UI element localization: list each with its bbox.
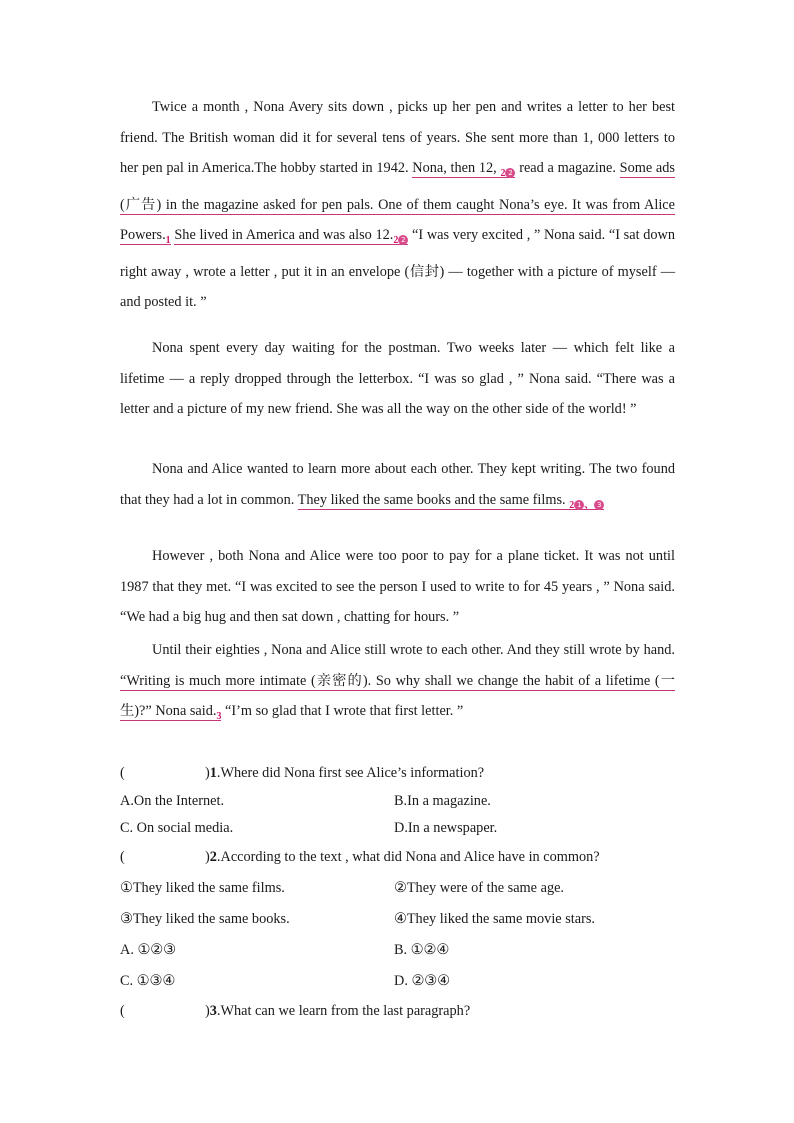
answer-circle: 2	[398, 235, 408, 245]
question-3: ( )3.What can we learn from the last paragraph?	[120, 1003, 471, 1019]
answer-blank[interactable]: (	[120, 1003, 125, 1019]
passage-paragraph-5: Until their eighties , Nona and Alice still wrote to each other. And they still wrote by hand. “Writing is much more intimate (亲密的). So why shall we change the habit of a lifetime (一生)?” Nona $said._3$ “I’m so glad that I wrote that first letter. ”	[120, 642, 675, 722]
answer-blank[interactable]: (	[120, 849, 125, 865]
answer-marker: 2	[393, 235, 399, 246]
question-2: ( )2.According to the text , what did Nona and Alice have in common?	[120, 849, 600, 865]
statement-4: ④They liked the same movie stars.	[394, 911, 596, 927]
p1-text-1: Twice a month , Nona Avery sits down , picks up her pen and writes a letter to her best friend. The British woman did it for several tens of years. She sent more than 1, 000 letters to her pen pal in America.The hobby started in 1942.	[120, 99, 675, 176]
statement-3: ③They liked the same books.	[120, 911, 290, 927]
option-b[interactable]: B.In a magazine.	[394, 793, 491, 809]
option-a[interactable]: A. ①②③	[120, 942, 176, 958]
option-c[interactable]: C. ①③④	[120, 973, 176, 989]
passage-paragraph-3: Nona and Alice wanted to learn more about each other. They kept writing. The two found that they had a lot in common. They liked the same books and the same films. $_2$ 1 $_、$ 3	[120, 461, 675, 511]
option-c[interactable]: C. On social media.	[120, 820, 234, 836]
answer-marker: 3	[216, 711, 222, 722]
p1-highlight-3: She lived in America and was also $12._2$ 2	[174, 227, 408, 245]
p1-text-3: “I was very excited , ” Nona said. “I sat down right away , wrote a letter , put it in an envelope (信封) — together with a picture of myself — and posted it. ”	[120, 227, 675, 310]
statement-1: ①They liked the same films.	[120, 880, 285, 896]
answer-marker: 2	[500, 168, 506, 179]
p1-text-2: read a magazine.	[515, 160, 620, 176]
question-number: 3	[209, 1003, 217, 1019]
answer-blank[interactable]: (	[120, 765, 125, 781]
answer-circle: 2	[505, 168, 515, 178]
question-text: .Where did Nona first see Alice’s information?	[216, 765, 485, 781]
option-b[interactable]: B. ①②④	[394, 942, 450, 958]
passage-paragraph-2: Nona spent every day waiting for the postman. Two weeks later — which felt like a lifetime — a reply dropped through the letterbox. “I was so glad , ” Nona said. “There was a letter and a picture of my new friend. She was all the way on the other side of the world! ”	[120, 340, 675, 417]
question-1: ( )1.Where did Nona first see Alice’s information?	[120, 765, 485, 781]
p1-highlight-2: Some ads (广告) in the magazine asked for pen pals. One of them caught Nona’s eye. It was from Alice $Powers._1$	[120, 160, 675, 246]
answer-circle: 1	[574, 500, 584, 510]
question-text: .What can we learn from the last paragraph?	[216, 1003, 471, 1019]
statement-2: ②They were of the same age.	[394, 880, 565, 896]
passage-paragraph-1	[120, 92, 675, 318]
question-number: 2	[209, 849, 217, 865]
option-d[interactable]: D. ②③④	[394, 973, 450, 989]
answer-marker: 1	[165, 235, 171, 246]
p1-highlight-1: Nona, then 12, $_2$ 2	[412, 160, 515, 178]
answer-marker: 2	[569, 499, 575, 511]
passage-paragraph-4: However , both Nona and Alice were too poor to pay for a plane ticket. It was not until 1987 that they met. “I was excited to see the person I used to write to for 45 years , ” Nona said. “We had a big hug and then sat down , chatting for hours. ”	[120, 548, 675, 625]
p5-highlight-1: “Writing is much more intimate (亲密的). So why shall we change the habit of a lifetime (一生)?” Nona $said._3$	[120, 672, 675, 722]
answer-circle: 3	[594, 500, 604, 510]
p3-highlight-1: They liked the same books and the same films. $_2$ 1 $_、$ 3	[298, 492, 605, 510]
option-a[interactable]: A.On the Internet.	[120, 793, 225, 809]
question-text: .According to the text , what did Nona and Alice have in common?	[216, 849, 600, 865]
option-d[interactable]: D.In a newspaper.	[394, 820, 498, 836]
question-number: 1	[209, 765, 217, 781]
